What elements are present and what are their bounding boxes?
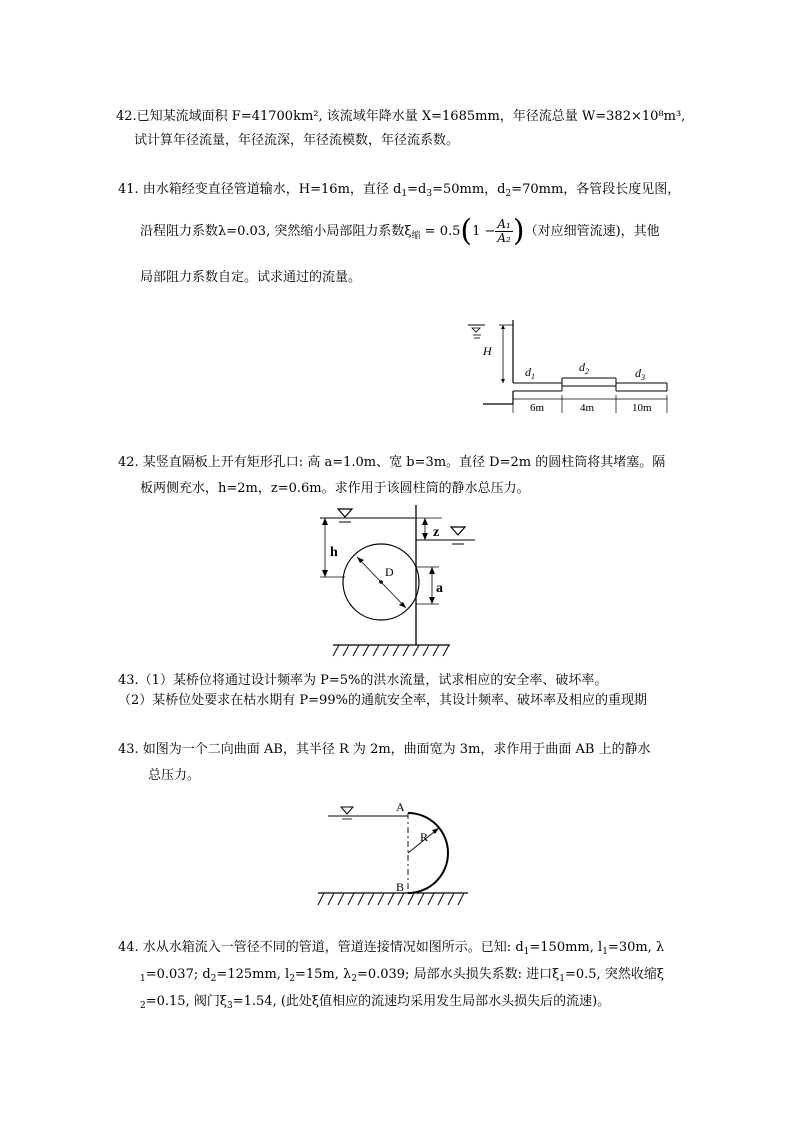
- problem-44-line3: $_2$=0.15, 阀门$\xi_3=1.54$, (此处ξ值相应的流速均采用发生局部水头损失后的流速)。: [140, 994, 611, 1011]
- problem-41-line1: 41. 由水箱经变直径管道输水，H=16m，直径 $d_1=d_3=50mm$，$d_2=70mm$，各管段长度见图，: [118, 182, 681, 199]
- radius-label: R: [420, 830, 429, 844]
- problem-43a-line2: （2）某桥位处要求在枯水期有 P=99%的通航安全率，其设计频率、破坏率及相应的重现期: [118, 693, 647, 708]
- ground-hatching: [333, 645, 449, 656]
- problem-43a-line1: 43.（1）某桥位将通过设计频率为 P=5%的洪水流量，试求相应的安全率、破坏率。: [118, 673, 608, 688]
- curved-surface-figure: [310, 795, 475, 913]
- problem-41-line3: 局部阻力系数自定。试求通过的流量。: [140, 270, 362, 285]
- problem-42b-line2: 板两侧充水，h=2m，z=0.6m。求作用于该圆柱筒的静水总压力。: [140, 481, 530, 496]
- h-dimension-label: h: [330, 545, 338, 560]
- z-label: z: [433, 525, 440, 540]
- d1-label: $d_1$: [525, 365, 535, 381]
- length-10m: 10m: [632, 402, 652, 414]
- pipe-system-figure: [455, 315, 685, 420]
- problem-44-line2: $_1$=0.037; $d_2=125mm$, $l_2=15m$, $\lambda_2=0.039$; 局部水头损失系数: 进口$\xi_1=0.5$, 突然收缩ξ: [140, 967, 664, 984]
- area-ratio-fraction: $\frac{\text{A₁}}{\text{A₂}}$: [497, 217, 511, 245]
- problem-42b-line1: 42. 某竖直隔板上开有矩形孔口: 高 a=1.0m、宽 b=3m。直径 D=2m 的圆柱筒将其堵塞。隔: [118, 455, 666, 470]
- ground-hatching: [318, 893, 464, 905]
- problem-43b-line1: 43. 如图为一个二向曲面 AB，其半径 R 为 2m，曲面宽为 3m，求作用于曲面 AB 上的静水: [118, 742, 651, 757]
- problem-42a-line2: 试计算年径流量，年径流深，年径流模数，年径流系数。: [134, 133, 460, 148]
- cylinder-figure: [315, 500, 485, 662]
- problem-44-line1: 44. 水从水箱流入一管径不同的管道，管道连接情况如图所示。已知: $d_1=150mm$, $l_1=30m$, λ: [118, 940, 665, 957]
- d3-label: $d_3$: [635, 366, 645, 382]
- point-a-label: A: [396, 800, 405, 814]
- point-b-label: B: [396, 880, 405, 894]
- diameter-label: D: [385, 565, 394, 579]
- problem-43b-line2: 总压力。: [148, 768, 201, 783]
- problem-41-line2: 沿程阻力系数λ=0.03, 突然缩小局部阻力系数$\xi_缩 = 0.5(1$ − $\frac{\text{A₁}}{\text{A₂}}$ )（对应细管流速)，其他: [140, 213, 660, 249]
- a-label: a: [436, 581, 443, 596]
- d2-label: $d_2$: [579, 360, 589, 376]
- length-6m: 6m: [530, 402, 545, 414]
- length-4m: 4m: [580, 402, 595, 414]
- problem-42a-line1: 42.已知某流域面积 F=41700km², 该流域年降水量 X=1685mm，年径流总量 W=382×10⁸m³,: [116, 109, 686, 124]
- h-label: H: [483, 344, 492, 358]
